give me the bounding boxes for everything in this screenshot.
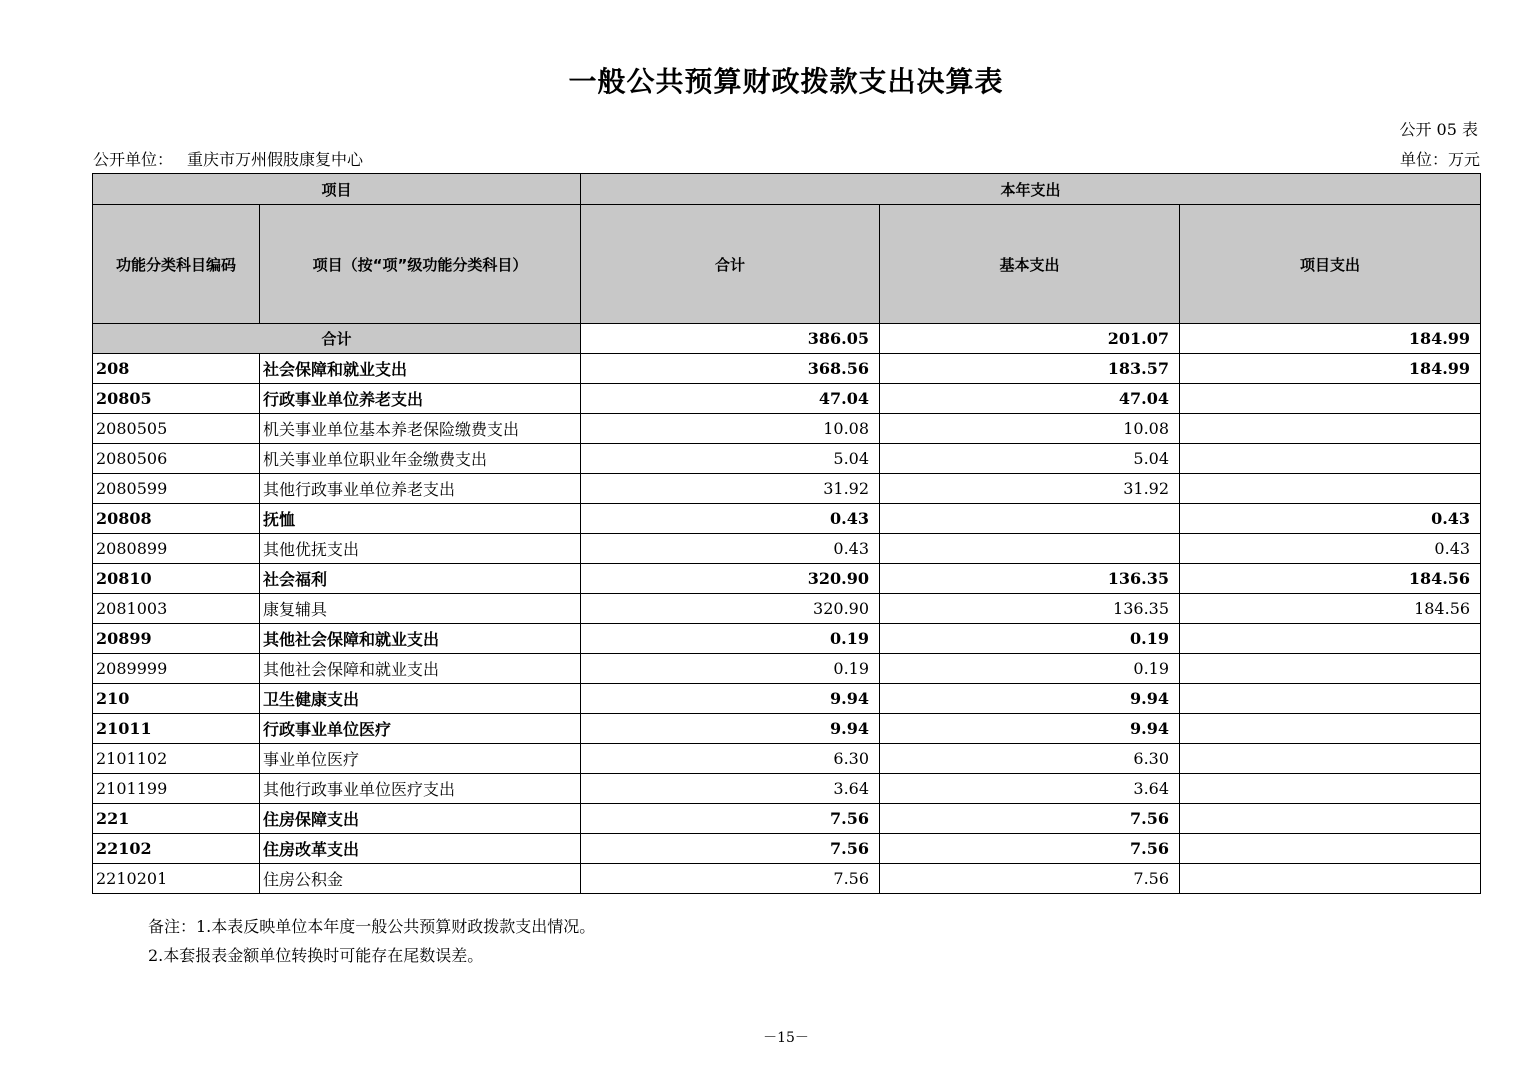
project-cell — [1180, 774, 1481, 804]
item-name-cell: 其他行政事业单位养老支出 — [260, 474, 581, 504]
header-project: 项目支出 — [1180, 205, 1481, 324]
code-cell: 22102 — [93, 834, 260, 864]
item-name-cell: 住房改革支出 — [260, 834, 581, 864]
note-line: 备注：1.本表反映单位本年度一般公共预算财政拨款支出情况。 — [148, 917, 596, 936]
page-number: －15－ — [763, 1030, 809, 1046]
table-row — [93, 504, 1481, 534]
header-total: 合计 — [581, 205, 880, 324]
table-row — [93, 474, 1481, 504]
item-name-cell: 其他优抚支出 — [260, 534, 581, 564]
project-cell — [1180, 684, 1481, 714]
item-name-cell: 康复辅具 — [260, 594, 581, 624]
reporting-unit — [93, 147, 363, 170]
header-project-group: 项目 — [93, 174, 581, 205]
total-cell: 0.43 — [581, 534, 880, 564]
basic-cell: 0.19 — [880, 624, 1180, 654]
unit-name: 重庆市万州假肢康复中心 — [187, 150, 364, 169]
project-cell — [1180, 414, 1481, 444]
basic-cell — [880, 504, 1180, 534]
basic-cell: 31.92 — [880, 474, 1180, 504]
header-row-columns — [93, 205, 1481, 324]
basic-cell: 9.94 — [880, 714, 1180, 744]
header-code: 功能分类科目编码 — [93, 205, 260, 324]
project-cell — [1180, 744, 1481, 774]
code-cell: 2101102 — [93, 744, 260, 774]
table-body — [93, 324, 1481, 894]
project-cell: 184.99 — [1180, 354, 1481, 384]
code-cell: 20810 — [93, 564, 260, 594]
table-row — [93, 564, 1481, 594]
item-name-cell: 事业单位医疗 — [260, 744, 581, 774]
item-name-cell: 其他行政事业单位医疗支出 — [260, 774, 581, 804]
total-cell: 320.90 — [581, 594, 880, 624]
basic-cell: 5.04 — [880, 444, 1180, 474]
total-cell-basic: 201.07 — [880, 324, 1180, 354]
project-cell — [1180, 384, 1481, 414]
item-name-cell: 住房保障支出 — [260, 804, 581, 834]
total-cell: 0.19 — [581, 654, 880, 684]
currency-unit: 单位：万元 — [1399, 150, 1480, 169]
header-item: 项目（按“项”级功能分类科目） — [260, 205, 581, 324]
item-name-cell: 机关事业单位基本养老保险缴费支出 — [260, 414, 581, 444]
header-basic: 基本支出 — [880, 205, 1180, 324]
code-cell: 2101199 — [93, 774, 260, 804]
project-cell: 184.56 — [1180, 594, 1481, 624]
item-name-cell: 机关事业单位职业年金缴费支出 — [260, 444, 581, 474]
total-label: 合计 — [93, 324, 581, 354]
code-cell: 2080505 — [93, 414, 260, 444]
item-name-cell: 卫生健康支出 — [260, 684, 581, 714]
total-row — [93, 324, 1481, 354]
total-cell: 3.64 — [581, 774, 880, 804]
header-expense-group: 本年支出 — [581, 174, 1481, 205]
code-cell: 2080899 — [93, 534, 260, 564]
notes — [148, 912, 595, 970]
item-name-cell: 行政事业单位医疗 — [260, 714, 581, 744]
project-cell — [1180, 654, 1481, 684]
total-cell: 7.56 — [581, 804, 880, 834]
total-cell: 7.56 — [581, 864, 880, 894]
table-row — [93, 684, 1481, 714]
code-cell: 20805 — [93, 384, 260, 414]
item-name-cell: 住房公积金 — [260, 864, 581, 894]
basic-cell: 7.56 — [880, 864, 1180, 894]
project-cell: 184.56 — [1180, 564, 1481, 594]
total-cell-project: 184.99 — [1180, 324, 1481, 354]
item-name-cell: 社会福利 — [260, 564, 581, 594]
table-row — [93, 384, 1481, 414]
project-cell — [1180, 624, 1481, 654]
code-cell: 2080599 — [93, 474, 260, 504]
total-cell: 31.92 — [581, 474, 880, 504]
code-cell: 20808 — [93, 504, 260, 534]
basic-cell: 3.64 — [880, 774, 1180, 804]
table-row — [93, 834, 1481, 864]
item-name-cell: 其他社会保障和就业支出 — [260, 654, 581, 684]
table-row — [93, 804, 1481, 834]
code-cell: 20899 — [93, 624, 260, 654]
total-cell: 368.56 — [581, 354, 880, 384]
total-cell: 47.04 — [581, 384, 880, 414]
total-cell: 9.94 — [581, 684, 880, 714]
code-cell: 210 — [93, 684, 260, 714]
total-cell: 10.08 — [581, 414, 880, 444]
table-row — [93, 414, 1481, 444]
table-row — [93, 654, 1481, 684]
table-row — [93, 774, 1481, 804]
total-cell: 7.56 — [581, 834, 880, 864]
code-cell: 2080506 — [93, 444, 260, 474]
code-cell: 21011 — [93, 714, 260, 744]
total-cell-total: 386.05 — [581, 324, 880, 354]
header-row-group — [93, 174, 1481, 205]
item-name-cell: 其他社会保障和就业支出 — [260, 624, 581, 654]
basic-cell: 47.04 — [880, 384, 1180, 414]
basic-cell: 183.57 — [880, 354, 1180, 384]
project-cell — [1180, 714, 1481, 744]
project-cell — [1180, 474, 1481, 504]
table-row — [93, 534, 1481, 564]
code-cell: 2210201 — [93, 864, 260, 894]
expenditure-table — [92, 173, 1481, 894]
project-cell — [1180, 834, 1481, 864]
basic-cell: 10.08 — [880, 414, 1180, 444]
page-title: 一般公共预算财政拨款支出决算表 — [568, 65, 1004, 98]
project-cell: 0.43 — [1180, 534, 1481, 564]
table-row — [93, 444, 1481, 474]
basic-cell: 136.35 — [880, 594, 1180, 624]
total-cell: 5.04 — [581, 444, 880, 474]
project-cell — [1180, 444, 1481, 474]
table-row — [93, 744, 1481, 774]
table-row — [93, 624, 1481, 654]
table-row — [93, 354, 1481, 384]
total-cell: 9.94 — [581, 714, 880, 744]
basic-cell: 136.35 — [880, 564, 1180, 594]
code-cell: 2081003 — [93, 594, 260, 624]
item-name-cell: 行政事业单位养老支出 — [260, 384, 581, 414]
total-cell: 320.90 — [581, 564, 880, 594]
item-name-cell: 抚恤 — [260, 504, 581, 534]
basic-cell: 7.56 — [880, 834, 1180, 864]
item-name-cell: 社会保障和就业支出 — [260, 354, 581, 384]
project-cell — [1180, 864, 1481, 894]
total-cell: 6.30 — [581, 744, 880, 774]
basic-cell: 6.30 — [880, 744, 1180, 774]
total-cell: 0.43 — [581, 504, 880, 534]
project-cell: 0.43 — [1180, 504, 1481, 534]
project-cell — [1180, 804, 1481, 834]
code-cell: 221 — [93, 804, 260, 834]
table-row — [93, 714, 1481, 744]
table-row — [93, 594, 1481, 624]
basic-cell: 7.56 — [880, 804, 1180, 834]
unit-label: 公开单位： — [93, 150, 174, 169]
table-row — [93, 864, 1481, 894]
note-line: 2.本套报表金额单位转换时可能存在尾数误差。 — [148, 946, 484, 965]
form-number: 公开 05 表 — [1399, 120, 1478, 139]
basic-cell — [880, 534, 1180, 564]
total-cell: 0.19 — [581, 624, 880, 654]
basic-cell: 0.19 — [880, 654, 1180, 684]
code-cell: 2089999 — [93, 654, 260, 684]
basic-cell: 9.94 — [880, 684, 1180, 714]
code-cell: 208 — [93, 354, 260, 384]
